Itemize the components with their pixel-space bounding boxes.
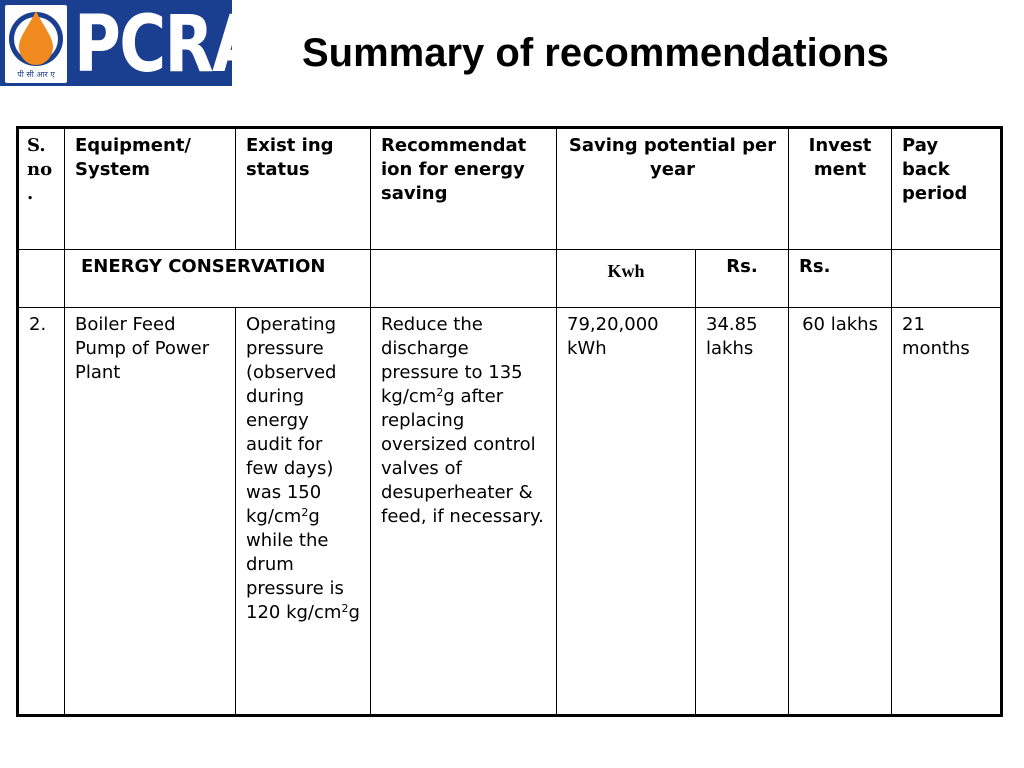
header-investment: Invest ment <box>789 128 892 250</box>
recommendation-text-1: Reduce the discharge pressure to 135 kg/cm <box>381 314 523 407</box>
header-equipment: Equipment/ System <box>65 128 236 250</box>
cell-equipment: Boiler Feed Pump of Power Plant <box>65 308 236 716</box>
logo-hindi-text: पी सी आर ए <box>17 70 55 79</box>
cell-recommendation <box>371 308 557 716</box>
recommendation-text-2: g after replacing oversized control valves of desuperheater & feed, if necessary. <box>381 386 544 527</box>
cell-sno: 2. <box>18 308 65 716</box>
cell-investment: 60 lakhs <box>789 308 892 716</box>
unit-kwh: Kwh <box>557 250 696 308</box>
unit-rs-investment: Rs. <box>789 250 892 308</box>
existing-sup-1: 2 <box>301 506 309 519</box>
table-subheader-row <box>18 250 1002 308</box>
cell-saving-rs: 34.85 lakhs <box>696 308 789 716</box>
pcra-logo <box>0 0 261 90</box>
table-header-row <box>18 128 1002 250</box>
logo-badge <box>5 5 67 83</box>
header-recommendation: Recommendat ion for energy saving <box>371 128 557 250</box>
cell-existing-status <box>236 308 371 716</box>
cell-payback: 21 months <box>892 308 1002 716</box>
header-saving-potential: Saving potential per year <box>557 128 789 250</box>
unit-rs-saving: Rs. <box>696 250 789 308</box>
existing-text-2: g while the drum pressure is 120 kg/cm <box>246 506 344 623</box>
header-sno: S. no . <box>18 128 65 250</box>
header-payback: Pay back period <box>892 128 1002 250</box>
header-existing-status: Exist ing status <box>236 128 371 250</box>
logo-wordmark: PCRA <box>74 0 261 90</box>
subheader-recommendation-empty <box>371 250 557 308</box>
existing-text-1: Operating pressure (observed during energy audit for few days) was 150 kg/cm <box>246 314 337 527</box>
recommendation-sup: 2 <box>436 386 444 399</box>
oil-drop-icon <box>5 5 67 71</box>
recommendations-table <box>16 126 1003 717</box>
section-label: ENERGY CONSERVATION <box>65 250 371 308</box>
cell-saving-kwh: 79,20,000 kWh <box>557 308 696 716</box>
existing-sup-2: 2 <box>341 602 349 615</box>
subheader-payback-empty <box>892 250 1002 308</box>
existing-text-3: g <box>348 602 360 623</box>
subheader-sno-empty <box>18 250 65 308</box>
page-title: Summary of recommendations <box>302 31 889 75</box>
table-row <box>18 308 1002 716</box>
